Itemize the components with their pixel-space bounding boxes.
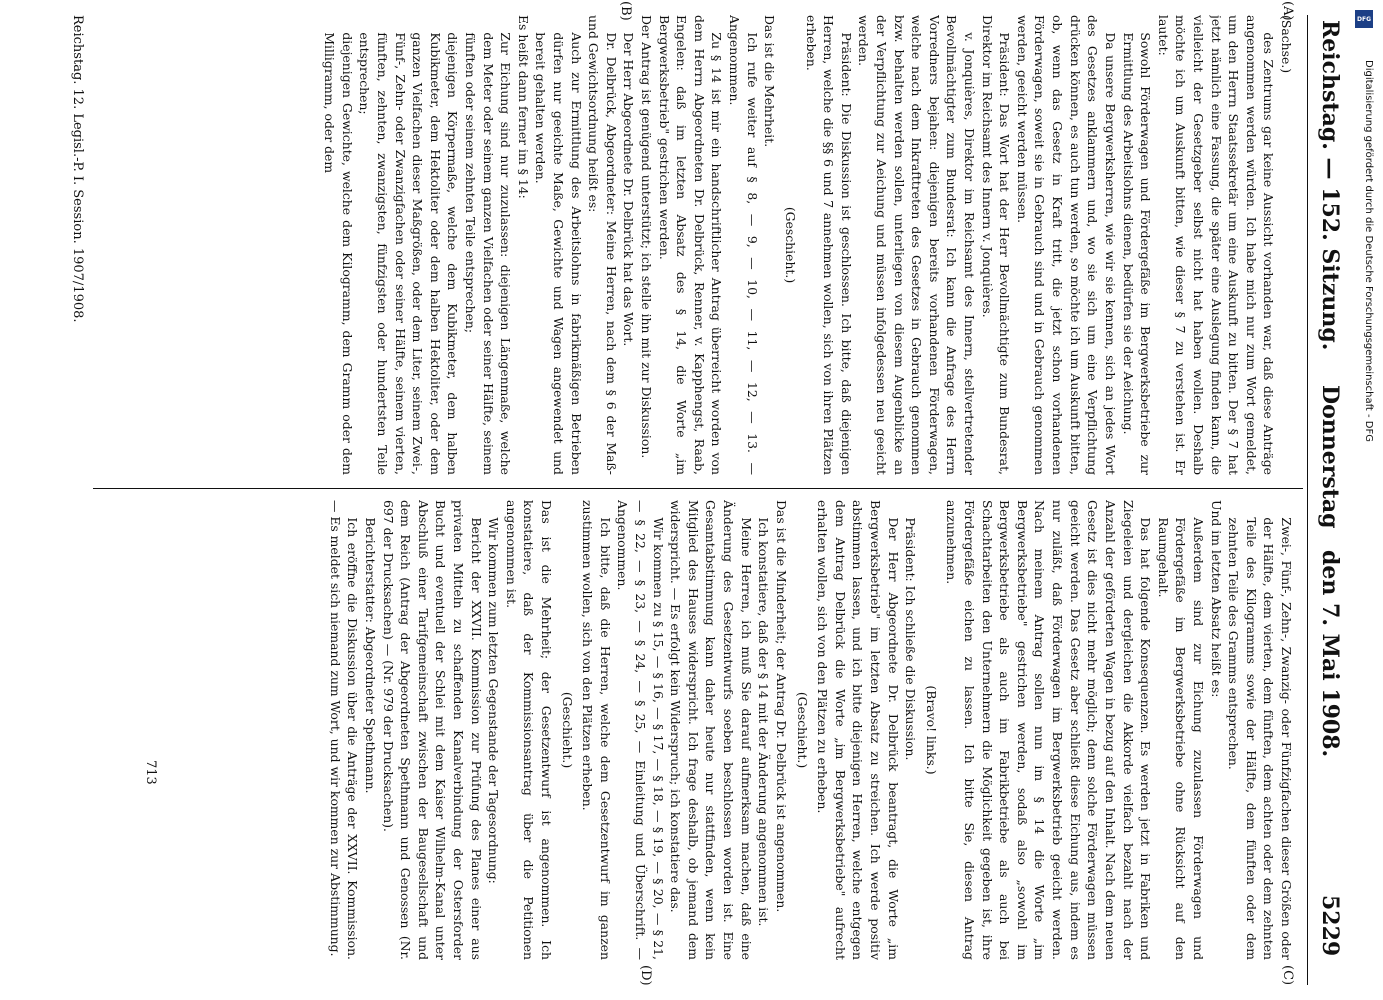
header-date: den 7. Mai 1908. xyxy=(1317,550,1343,758)
paragraph: Ich konstatiere, daß der § 14 mit der Änderung angenommen ist. xyxy=(756,517,772,927)
paragraph: Wir kommen zum letzten Gegenstande der Tagesordnung: xyxy=(486,517,502,884)
page-header xyxy=(1303,15,1353,985)
quoted-law: Auch zur Ermittlung des Arbeitslohns in fabrikmäßigen Betrieben dürfen nur geeichte Maße, Gewichte und Wagen angewendet und bereit gehalten werden. xyxy=(533,32,584,475)
paragraph: Wir kommen zu § 15, — § 16, — § 17, — § 18, — § 19, — § 20, — § 21, — § 22, — § 23, — § 24, — § 25, — Einleitung und Überschrift. — Angenommen. xyxy=(615,500,666,960)
dfg-logo: DFG xyxy=(1355,10,1373,28)
margin-marker-b: (B) xyxy=(618,1,633,21)
paragraph: Präsident: Das Wort hat der Herr Bevollmächtigte zum Bundesrat, Direktor im Reichsamt des Innern v. Jonquières. xyxy=(979,15,1013,475)
agenda-item: Bericht der XXVII. Kommission zur Prüfung des Planes einer aus privaten Mitteln zu schaffenden Kanalverbindung der Ostersforder Bucht und eventuell der Schlei mit dem Kaiser Wilhelm-Kanal unter Abschluß einer Tarifgemeinschaft zwischen der Baugesellschaft und dem Reich (Antrag der Abgeordneten Spethmann und Genossen (Nr. 697 der Drucksachen) — (Nr. 979 der Drucksachen). xyxy=(380,500,484,960)
stage-direction: (Geschieht.) xyxy=(559,691,575,769)
paragraph: des Zentrums gar keine Aussicht vorhanden war, daß diese Anträge angenommen werden würden. Ich habe mich nur zum Wort gemeldet, um den Herrn Staatssekretär um eine Auskunft zu bitten. Der § 7 hat jetzt nämlich eine Fassung, die später eine Auslegung finden kann, die vielleicht der Gesetzgeber selbst nicht hat haben wollen. Deshalb möchte ich um Auskunft bitten, wie dieser § 7 zu verstehen ist. Er lautet: xyxy=(1155,15,1277,475)
paragraph: Da unsere Bergwerksherren, wie wir sie kennen, sich an jedes Wort des Gesetzes anklammern und, wo sie sich um eine Verpflichtung drücken können, es auch tun werden, so möchte ich um Auskunft bitten, ob, wenn das Gesetz in Kraft tritt, die jetzt schon vorhandenen Förderwagen, soweit sie in Gebrauch sind und in Gebrauch genommen werden, geeicht werden müssen. xyxy=(1014,15,1118,475)
speaker-tag: (Sachse.) xyxy=(1279,15,1294,74)
header-weekday: Donnerstag xyxy=(1317,385,1343,529)
paragraph: Der Herr Abgeordnete Dr. Delbrück hat das Wort. xyxy=(621,32,637,347)
margin-marker-c: (C) xyxy=(1280,965,1295,986)
header-session: Reichstag. — 152. Sitzung. xyxy=(1317,20,1343,351)
quoted-law: Außerdem sind zur Eichung zuzulassen Förderwagen und Fördergefäße im Bergwerksbetriebe ohne Rücksicht auf den Raumgehalt. xyxy=(1155,517,1206,960)
paragraph: Der Herr Abgeordnete Dr. Delbrück beantragt, die Worte „im Bergwerksbetrieb" im letzten Absatz zu streichen. Ich werde positiv abstimmen lassen, und ich bitte diejenigen Herren, welche entgegen dem Antrag Delbrück die Worte „im Bergwerksbetriebe" aufrecht erhalten wollen, sich von den Plätzen zu erheben. xyxy=(815,500,901,960)
margin-marker-d: (D) xyxy=(638,965,653,986)
paragraph: Ich eröffne die Diskussion über die Anträge der XXVII. Kommission. — Es meldet sich niemand zum Wort, und wir kommen zur Abstimmung. xyxy=(327,500,361,960)
quoted-law: Zwei-, Fünf-, Zehn-, Zwanzig- oder Fünfzigfachen dieser Größen oder der Hälfte, dem vierten, dem fünften, dem achten oder dem zehnten Teile des Kilogramms sowie der Hälfte, dem fünften oder dem zehnten Teile des Gramms entsprechen. xyxy=(1226,517,1294,960)
page-footer: Reichstag. 12. Legisl.-P. I. Session. 1907/1908. xyxy=(70,15,85,323)
paragraph: Das ist die Mehrheit. xyxy=(762,15,778,148)
quoted-law: Zur Eichung sind nur zuzulassen: diejenigen Längenmaße, welche dem Meter oder seinem ganzen Vielfachen oder seiner Hälfte, seinem fünften oder seinem zehnten Teile entsprechen; xyxy=(462,32,514,475)
paragraph: Das ist die Mehrheit; der Gesetzentwurf ist angenommen. Ich konstatiere, daß der Kommissionsantrag über die Petitionen angenommen ist. xyxy=(503,500,555,960)
margin-marker-a: (A) xyxy=(1280,1,1295,21)
stage-direction: (Geschieht.) xyxy=(782,206,798,284)
header-page-number: 5229 xyxy=(1317,895,1343,957)
column-divider xyxy=(93,488,1303,489)
paragraph: Zu § 14 ist mir ein handschriftlicher Antrag überreicht worden von dem Herrn Abgeordneten Dr. Delbrück, Renner, v. Kapphengst, Raab, Engelen: daß im letzten Absatz des § 14, die Worte „im Bergwerksbetrieb" gestrichen werden. xyxy=(656,15,725,475)
paragraph: Der Antrag ist genügend unterstützt; ich stelle ihn mit zur Diskussion. xyxy=(639,15,655,459)
paragraph: Dr. Delbrück, Abgeordneter: Meine Herren, nach dem § 6 der Maß- und Gewichtsordnung heißt es: xyxy=(586,15,619,475)
paragraph: Es heißt dann ferner im § 14: xyxy=(515,15,531,199)
paragraph: v. Jonquières, Direktor im Reichsamt des Innern, stellvertretender Bevollmächtigter zum Bundesrat: Ich kann die Anfrage des Herrn Vorredners bejahen: diejenigen bereits vorhandenen Förderwagen, welche nach dem Inkrafttreten des Gesetzes in Gebrauch genommen bzw. behalten werden sollen, unterliegen von diesem Augenblicke an der Verpflichtung zur Aeichung und müssen infolgedessen neu geeicht werden. xyxy=(856,15,978,475)
paragraph: Präsident: Ich schließe die Diskussion. xyxy=(903,517,919,761)
paragraph: Berichterstatter: Abgeordneter Spethmann. xyxy=(362,517,378,794)
left-column xyxy=(73,15,1295,475)
quoted-law: diejenigen Gewichte, welche dem Kilogramm, dem Gramm oder dem Milligramm, oder dem xyxy=(322,32,355,475)
paragraph: Ich bitte, daß die Herren, welche dem Gesetzentwurf im ganzen zustimmen wollen, sich von den Plätzen erheben. xyxy=(580,500,613,960)
signature-number: 713 xyxy=(143,760,158,785)
quoted-law: diejenigen Körpermaße, welche dem Kubikmeter, dem halben Kubikmeter, dem Hektoliter oder dem halben Hektoliter, oder dem ganzen Vielfachen dieser Maßgrößen, oder dem Liter, seinem Zwei-, Fünf-, Zehn- oder Zwanzigfachen oder seiner Hälfte, seinem vierten, fünften, zehnten, zwanzigsten, fünfzigsten oder hundertsten Teile entsprechen; xyxy=(357,32,461,475)
paragraph: Meine Herren, ich muß Sie darauf aufmerksam machen, daß eine Änderung des Gesetzentwurfs soeben beschlossen worden ist. Eine Gesamtabstimmung kann daher heute nur stattfinden, wenn kein Mitglied des Hauses widerspricht. Ich frage deshalb, ob jemand dem widerspricht. — Es erfolgt kein Widerspruch; ich konstatiere das. xyxy=(668,500,754,960)
right-column xyxy=(135,500,1295,960)
stage-direction: (Geschieht.) xyxy=(794,691,810,769)
digitization-credit: Digitalisierung gefördert durch die Deutsche Forschungsgemeinschaft - DFG xyxy=(1363,60,1374,443)
paragraph: Das hat folgende Konsequenzen. Es werden jetzt in Fabriken und Ziegeleien und dergleichen die Akkorde vielfach bezahlt nach der Anzahl der geförderten Wagen in bezug auf den Inhalt. Nach dem neuen Gesetz ist dies nicht mehr möglich; denn solche Förderwagen müssen geeicht werden. Das Gesetz aber schließt diese Eichung aus, indem es nur zuläßt, daß Förderwagen im Bergwerksbetrieb geeicht werden. Nach meinem Antrag sollen nun im § 14 die Worte „im Bergwerksbetriebe" gestrichen werden, sodaß also „sowohl im Bergwerksbetriebe als auch im Fabrikbetriebe als auch bei Schachtarbeiten den Unternehmern die Möglichkeit gegeben ist, ihre Fördergefäße eichen zu lassen. Ich bitte Sie, diesen Antrag anzunehmen. xyxy=(944,500,1154,960)
quoted-law: Sowohl Förderwagen und Fördergefäße im Bergwerksbetriebe zur Ermittlung des Arbeitslohns dienen, bedürfen sie der Aeichung. xyxy=(1120,32,1154,475)
paragraph: Und im letzten Absatz heißt es: xyxy=(1208,500,1224,698)
paragraph: Präsident: Die Diskussion ist geschlossen. Ich bitte, daß diejenigen Herren, welche die §§ 6 und 7 annehmen wollen, sich von ihren Plätzen erheben. xyxy=(803,15,854,475)
printed-page xyxy=(33,1,1353,986)
stage-direction: (Bravo! links.) xyxy=(923,685,939,775)
paragraph: Ich rufe weiter auf § 8, — 9, — 10, — 11, — 12, — 13. — Angenommen. xyxy=(727,15,760,475)
paragraph: Das ist die Minderheit; der Antrag Dr. Delbrück ist angenommen. xyxy=(773,500,789,913)
header-rule xyxy=(1307,15,1308,985)
